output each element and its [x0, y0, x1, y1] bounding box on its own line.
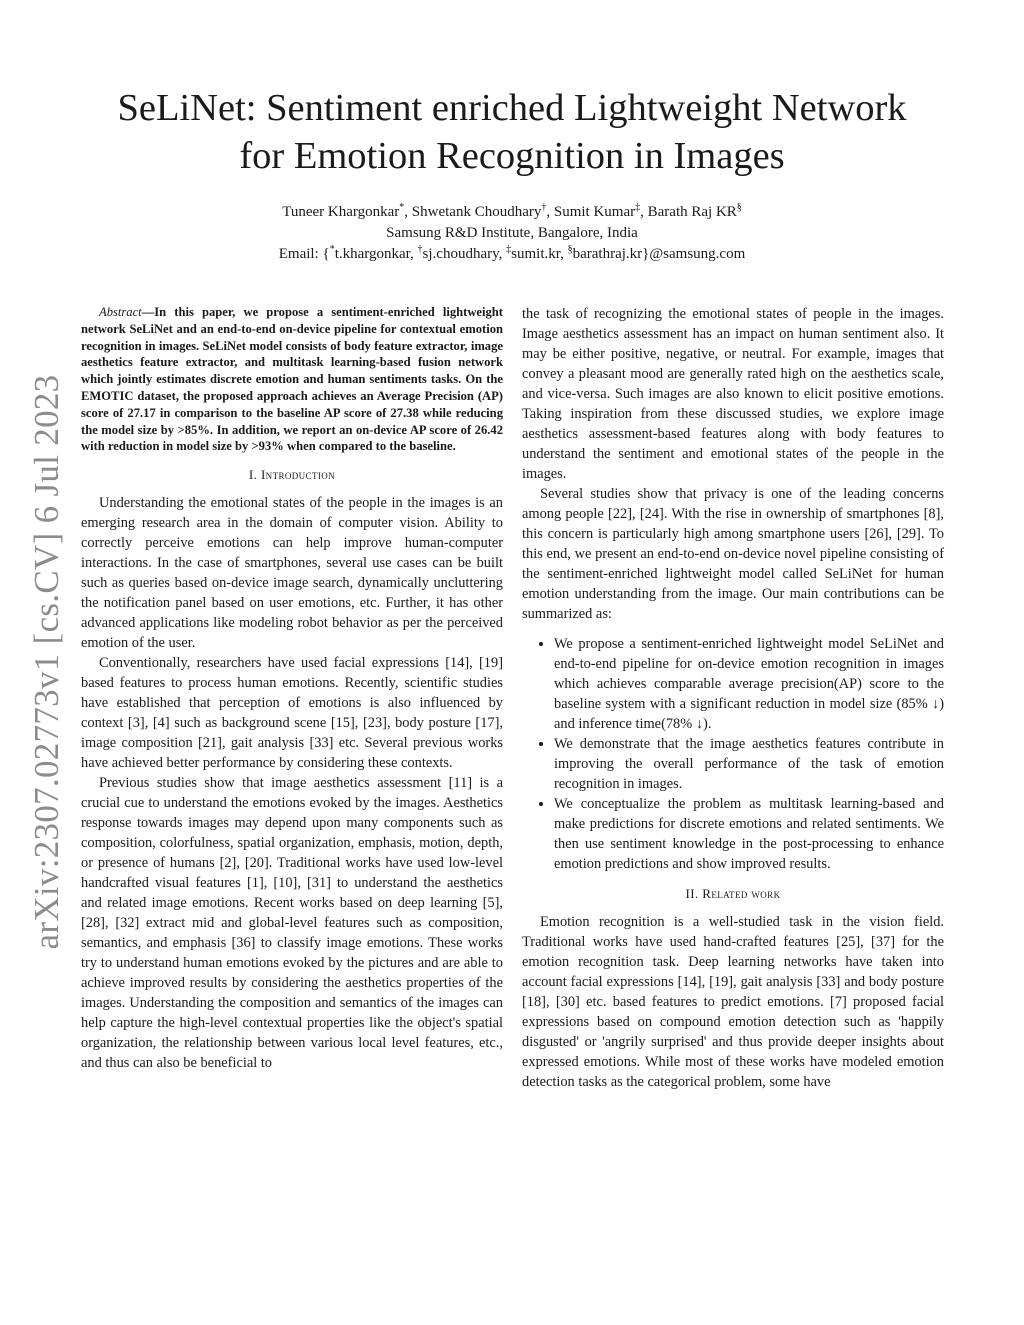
section-heading-introduction: I. Introduction: [248, 467, 336, 483]
author-block: [100, 202, 924, 265]
email-mark-1: *: [329, 244, 335, 255]
title-line-1: SeLiNet: Sentiment enriched Lightweight Network: [117, 87, 907, 129]
abstract-text: —In this paper, we propose a sentiment-enriched lightweight network SeLiNet and an end-to-end on-device pipeline for contextual emotion recognition in images. SeLiNet model consists of body feature extractor, image aesthetics feature extractor, and multitask learning-based fusion network which jointly estimates discrete emotion and human sentiments tasks. On the EMOTIC dataset, the proposed approach achieves an Average Precision (AP) score of 27.17 in comparison to the baseline AP score of 27.38 while reducing the model size by >85%. In addition, we report an on-device AP score of 26.42 with reduction in model size by >93% when compared to the baseline.: [81, 305, 503, 454]
email-mark-3: ‡: [506, 244, 512, 255]
list-item: • We demonstrate that the image aesthetics features contribute in improving the overall performance of the task of emotion recognition in images.: [554, 734, 944, 794]
author-3-mark: ‡: [635, 202, 641, 213]
abstract-lead: Abstract: [99, 305, 142, 319]
section-heading-related-work: II. Related work: [685, 886, 781, 901]
author-names: Tuneer Khargonkar*, Shwetank Choudhary†, Sumit Kumar‡, Barath Raj KR§: [282, 202, 742, 220]
contributions-list: [522, 634, 944, 874]
left-column: [81, 304, 503, 1073]
email-4: barathraj.kr: [572, 246, 643, 262]
intro-paragraph-2: Conventionally, researchers have used facial expressions [14], [19] based features to process human emotions. Recently, scientific studies have established that perception of emotions is also influenced by context [3], [4] such as background scene [15], [23], body posture [17], image composition [21], gait analysis [33] etc. Several previous works have achieved better performance by considering these contexts.: [81, 655, 503, 772]
affiliation: Samsung R&D Institute, Bangalore, India: [386, 225, 638, 241]
paper-title: [60, 84, 964, 180]
list-item: • We conceptualize the problem as multitask learning-based and make predictions for discrete emotions and related sentiments. We then use sentiment knowledge in the post-processing to enhance emotion predictions and show improved results.: [554, 794, 944, 874]
title-line-2: for Emotion Recognition in Images: [239, 135, 785, 177]
email-prefix: Email: {: [278, 246, 330, 262]
author-3: Sumit Kumar: [553, 204, 636, 220]
arxiv-identifier: arXiv:2307.02773v1 [cs.CV] 6 Jul 2023: [27, 374, 66, 950]
author-1-mark: *: [399, 202, 405, 213]
right-column: [522, 304, 944, 1092]
author-2: Shwetank Choudhary: [411, 204, 542, 220]
intro-paragraph-4: Several studies show that privacy is one of the leading concerns among people [22], [24]. With the rise in ownership of smartphones [8], this concern is particularly high among smartphone users [26], [29]. To this end, we present an end-to-end on-device novel pipeline consisting of the sentiment-enriched lightweight model called SeLiNet for human emotion understanding from the image. Our main contributions can be summarized as:: [522, 486, 944, 622]
email-suffix: }@samsung.com: [642, 246, 746, 262]
email-mark-2: †: [417, 244, 423, 255]
author-4: Barath Raj KR: [647, 204, 737, 220]
email-2: sj.choudhary,: [422, 246, 507, 262]
email-line: [100, 244, 924, 265]
abstract: [81, 304, 503, 455]
intro-paragraph-1: Understanding the emotional states of the people in the images is an emerging research area in the domain of computer vision. Ability to correctly perceive emotions can help improve human-computer interactions. In the case of smartphones, several use cases can be built such as queries based on-device image search, dynamically uncluttering the notification panel based on user emotions, etc. Further, it has other advanced applications like modeling robot behavior as per the perceived emotion of the user.: [81, 495, 503, 652]
author-1: Tuneer Khargonkar: [282, 204, 400, 220]
intro-paragraph-3: Previous studies show that image aesthetics assessment [11] is a crucial cue to understand the emotions evoked by the images. Aesthetics response towards images may depend upon many components such as composition, colorfulness, spatial organization, emphasis, motion, depth, or presence of humans [2], [20]. Traditional works have used low-level handcrafted visual features [1], [10], [31] to understand the aesthetics and related image emotions. Recent works based on deep learning [5], [28], [32] extract mid and global-level features such as composition, semantics, and emphasis [36] to classify image emotions. These works try to understand human emotions evoked by the pictures and are able to achieve improved results by considering the aesthetics properties of the images. Understanding the composition and semantics of the images can help capture the high-level contextual properties like the object's spatial organization, the relationship between various local level features, etc., and thus can also be beneficial to: [81, 775, 503, 1072]
author-2-mark: †: [541, 202, 547, 213]
email-3: sumit.kr,: [511, 246, 568, 262]
intro-paragraph-3-continued: the task of recognizing the emotional states of people in the images. Image aesthetics assessment has an impact on human sentiment also. It may be either positive, negative, or neutral. For example, images that convey a pleasant mood are generally rated high on the aesthetics scale, and vice-versa. Such images are also known to elicit positive emotions. Taking inspiration from these discussed studies, we explore image aesthetics assessment-based features along with body features to understand the sentiment and emotional states of the people in the images.: [522, 306, 944, 482]
email-mark-4: §: [567, 244, 573, 255]
related-work-paragraph-1: Emotion recognition is a well-studied task in the vision field. Traditional works have used hand-crafted features [25], [37] for the emotion recognition task. Deep learning networks have taken into account facial expressions [14], [19], gait analysis [33] and body posture [18], [30] etc. based features to predict emotions. [7] proposed facial expressions based on compound emotion detection such as 'happily disgusted' or 'angrily surprised' and thus provide deeper insights about expressed emotions. While most of these works have modeled emotion detection tasks as the categorical problem, some have: [522, 914, 944, 1090]
author-4-mark: §: [736, 202, 742, 213]
email-1: t.khargonkar,: [334, 246, 418, 262]
list-item: • We propose a sentiment-enriched lightweight model SeLiNet and end-to-end pipeline for on-device emotion recognition in images which achieves comparable average precision(AP) score to the baseline system with a significant reduction in model size (85% ↓) and inference time(78% ↓).: [554, 634, 944, 734]
